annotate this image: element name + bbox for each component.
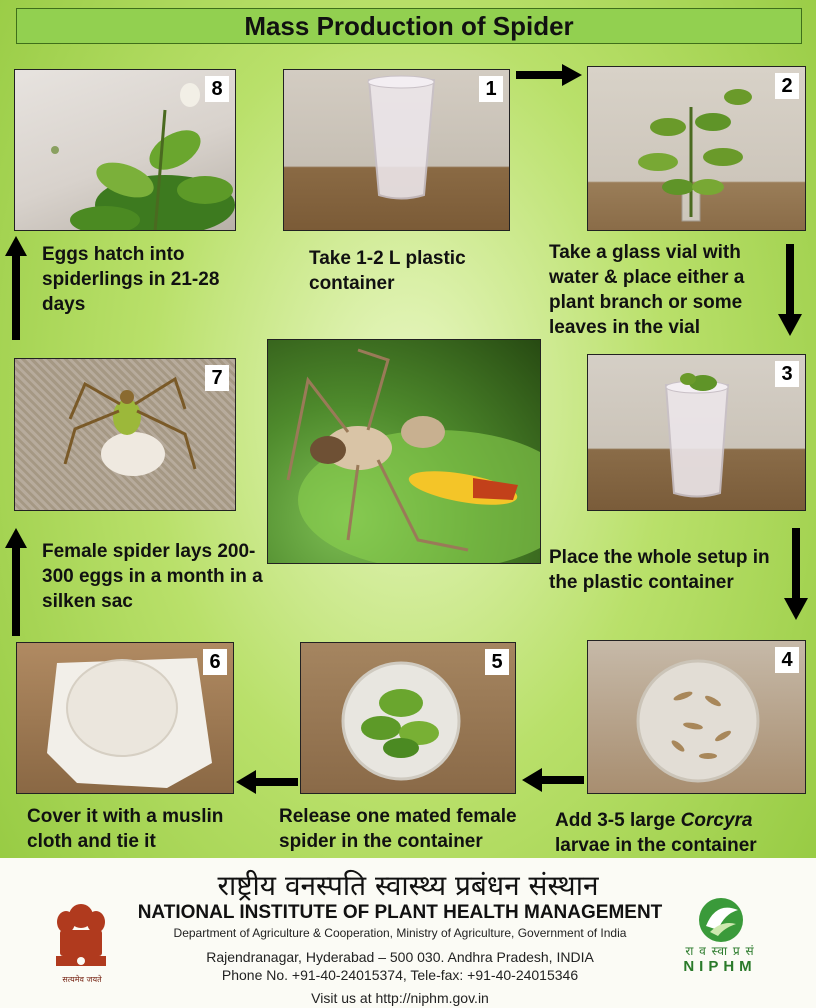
department-line: Department of Agriculture & Cooperation, Ministry of Agriculture, Government of India xyxy=(173,926,627,940)
page-title: Mass Production of Spider xyxy=(16,8,802,44)
caption-step-6: Cover it with a muslin cloth and tie it xyxy=(27,806,224,852)
caption-step-4-pre: Add 3-5 large xyxy=(555,810,681,831)
niphm-logo-icon xyxy=(676,896,766,946)
right-arrow-icon xyxy=(516,64,582,86)
step-number-badge: 5 xyxy=(485,649,509,675)
caption-step-3: Place the whole setup in the plastic container xyxy=(549,547,770,593)
emblem-motto: सत्यमेव जयते xyxy=(62,975,102,984)
photo-step-7-egg-sac xyxy=(14,358,236,511)
photo-step-8-spiderlings xyxy=(14,69,236,231)
caption-step-4-italic: Corcyra xyxy=(680,810,753,831)
left-arrow-icon xyxy=(522,768,584,792)
step-number-badge: 7 xyxy=(205,365,229,391)
photo-step-6-muslin-cover xyxy=(16,642,234,794)
center-photo-spider-prey xyxy=(267,339,541,564)
phone-line: Phone No. +91-40-24015374, Tele-fax: +91-40-24015346 xyxy=(221,967,579,983)
step-number-badge: 2 xyxy=(775,73,799,99)
step-number-badge: 6 xyxy=(203,649,227,675)
step-number-badge: 8 xyxy=(205,76,229,102)
up-arrow-icon xyxy=(5,528,27,636)
corcyra-larvae-image xyxy=(588,641,806,794)
caption-step-4-post: larvae in the container xyxy=(555,835,757,856)
institute-english-name: NATIONAL INSTITUTE OF PLANT HEALTH MANAGEMENT xyxy=(137,902,663,923)
container-top-view-image xyxy=(301,643,516,794)
caption-step-7: Female spider lays 200-300 eggs in a month in a silken sac xyxy=(42,541,263,612)
down-arrow-icon xyxy=(778,244,802,336)
step-number-badge: 3 xyxy=(775,361,799,387)
photo-step-1-container xyxy=(283,69,510,231)
photo-step-2-vial xyxy=(587,66,806,231)
niphm-logo-hindi: रा व स्वा प्र सं xyxy=(685,944,755,958)
website-line[interactable]: Visit us at http://niphm.gov.in xyxy=(311,990,489,1006)
spider-eating-prey-image xyxy=(268,340,541,564)
left-arrow-icon xyxy=(236,770,298,794)
institute-hindi-name: राष्ट्रीय वनस्पति स्वास्थ्य प्रबंधन संस्थान xyxy=(217,869,599,902)
caption-step-1: Take 1-2 L plastic container xyxy=(309,248,466,294)
step-number-badge: 4 xyxy=(775,647,799,673)
footer xyxy=(0,858,816,1008)
spider-egg-sac-image xyxy=(15,359,236,511)
container-setup-image xyxy=(588,355,806,511)
plastic-container-image xyxy=(284,70,510,231)
niphm-logo-text: NIPHM xyxy=(683,958,757,975)
caption-step-2: Take a glass vial with water & place either a plant branch or some leaves in the vial xyxy=(549,242,745,338)
national-emblem-icon xyxy=(50,898,112,978)
down-arrow-icon xyxy=(784,528,808,620)
plant-branch-vial-image xyxy=(588,67,806,231)
up-arrow-icon xyxy=(5,236,27,340)
plant-leaves-image xyxy=(15,70,236,231)
caption-step-8: Eggs hatch into spiderlings in 21-28 days xyxy=(42,244,220,315)
photo-step-5-release-spider xyxy=(300,642,516,794)
muslin-cloth-image xyxy=(17,643,234,794)
address-block xyxy=(130,948,670,984)
photo-step-3-setup xyxy=(587,354,806,511)
caption-step-5: Release one mated female spider in the container xyxy=(279,806,517,852)
photo-step-4-larvae xyxy=(587,640,806,794)
address-line: Rajendranagar, Hyderabad – 500 030. Andhra Pradesh, INDIA xyxy=(206,949,594,965)
caption-step-4 xyxy=(555,808,795,858)
step-number-badge: 1 xyxy=(479,76,503,102)
